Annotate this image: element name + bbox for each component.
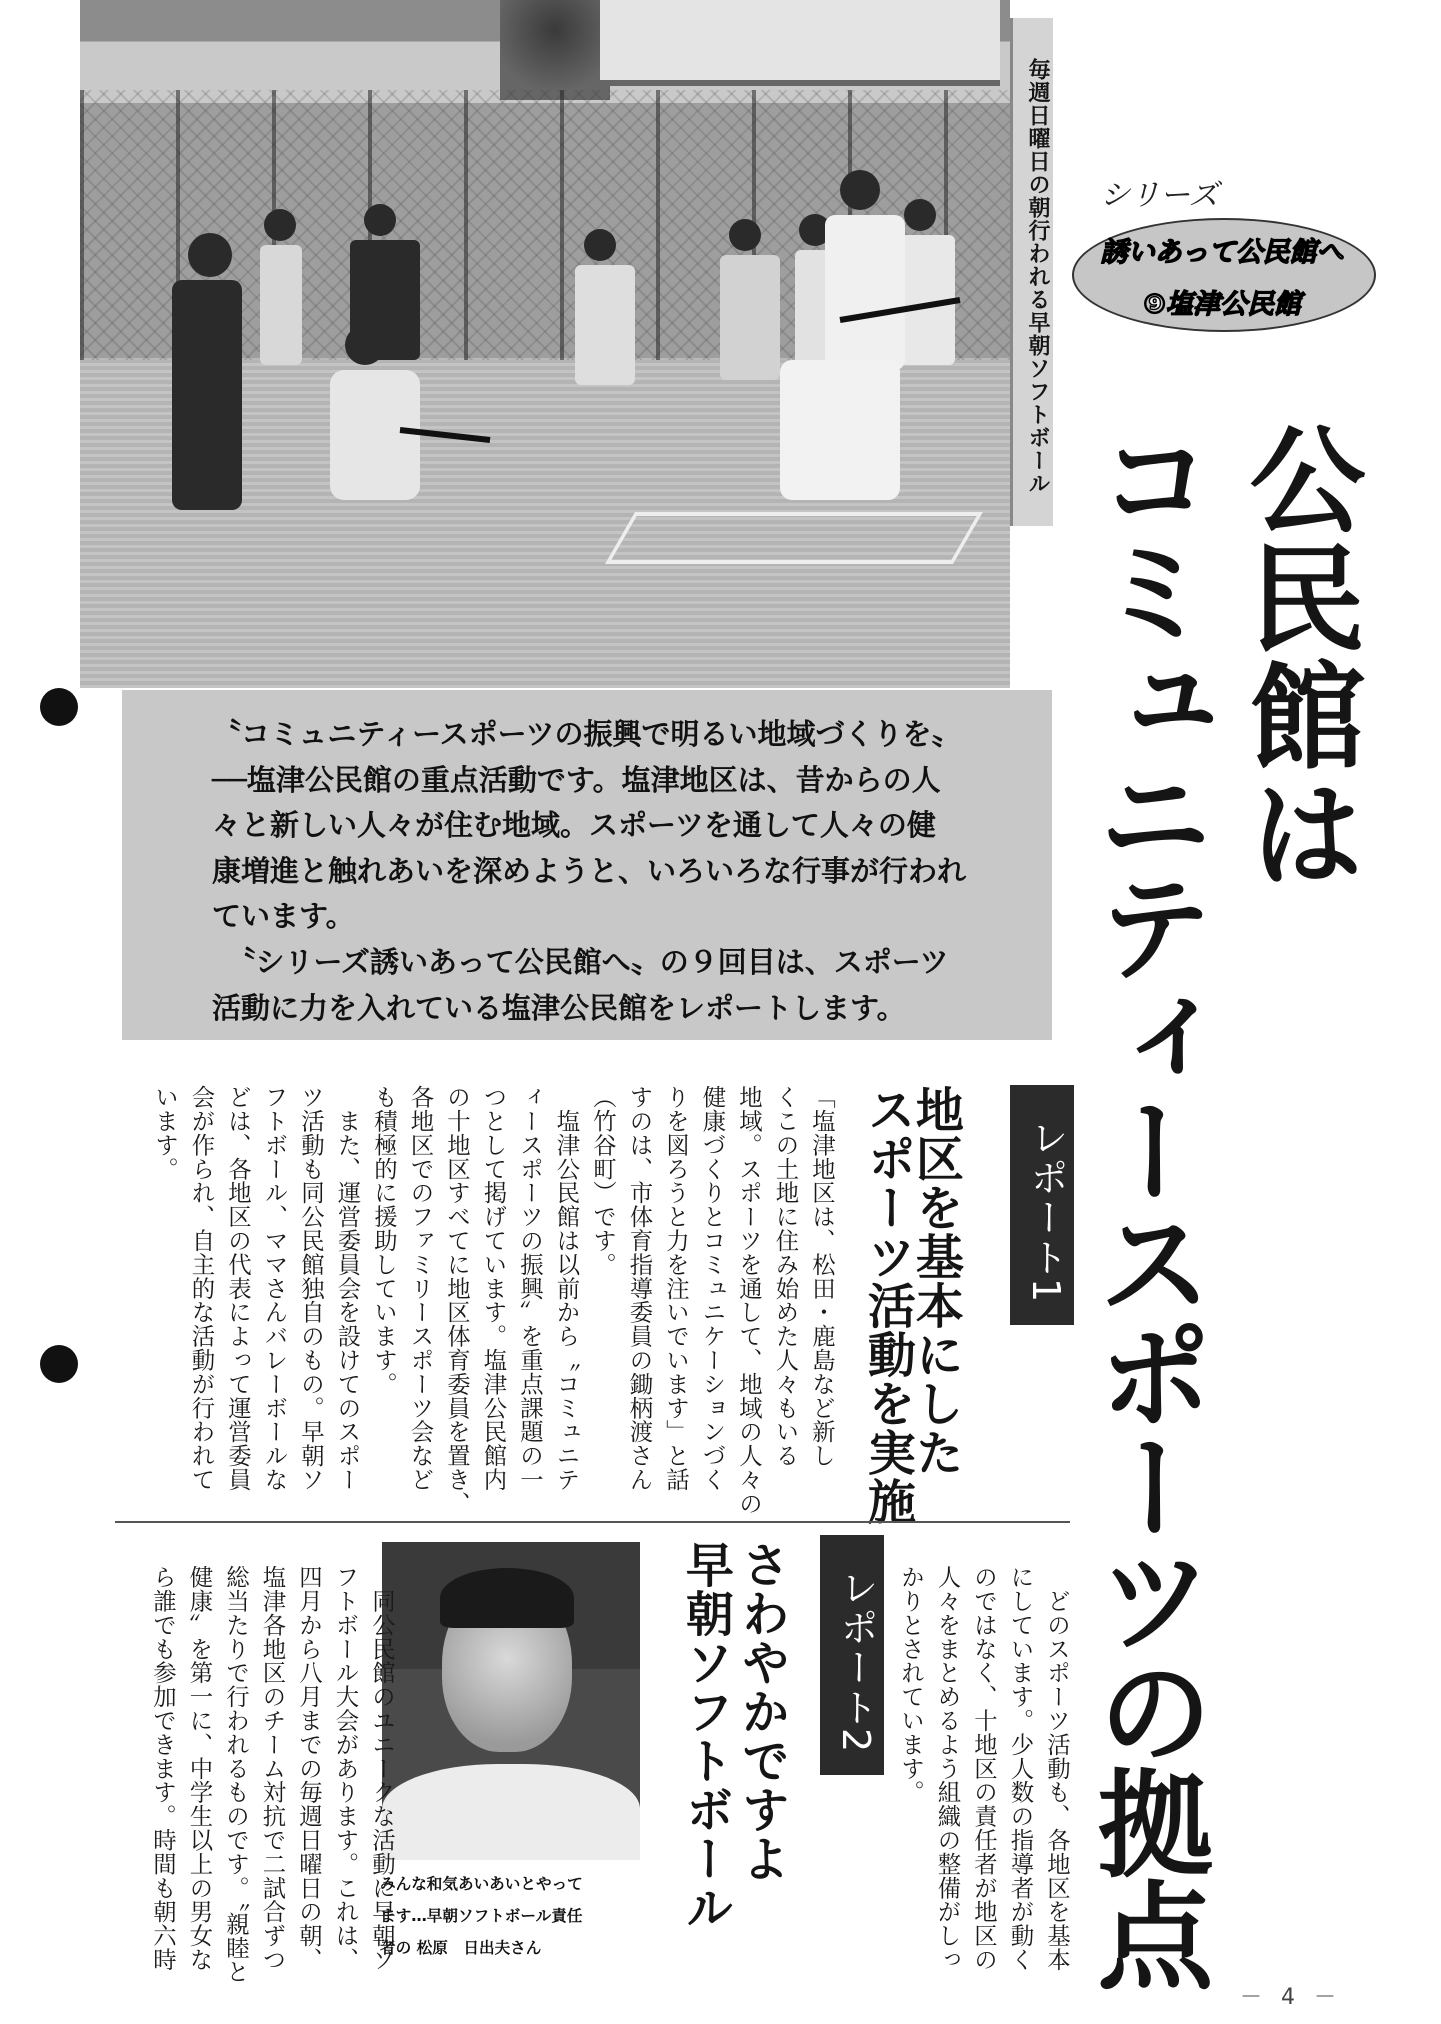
- intro-line: 活動に力を入れている塩津公民館をレポートします。: [212, 990, 906, 1025]
- report1-title-line2: スポーツ活動を実施: [859, 1085, 916, 1526]
- portrait-shirt: [382, 1764, 640, 1860]
- punch-hole-top: [40, 688, 78, 726]
- intro-line: 〝シリーズ誘いあって公民館へ〟の９回目は、スポーツ: [212, 944, 949, 979]
- punch-hole-bottom: [40, 1345, 78, 1383]
- series-label: シリーズ: [1100, 178, 1219, 213]
- headline-line1: 公民館は: [1230, 420, 1366, 892]
- photo-caption: 毎週日曜日の朝行われる早朝ソフトボール: [1010, 18, 1053, 526]
- series-title: 誘いあって公民館へ: [1100, 237, 1344, 268]
- portrait-photo: [382, 1542, 640, 1860]
- report1-title-line1: 地区を基本にした: [907, 1085, 964, 1477]
- report1-continuation: どのスポーツ活動も、各地区を基本 にしています。少人数の指導者が動く のではなく、十地区の責任者が地区の 人々をまとめるよう組織の整備がしっ かりとされています。: [897, 1565, 1071, 1972]
- report2-title-line2: 早朝ソフトボール: [677, 1540, 734, 1932]
- softball-photo: [80, 0, 1010, 688]
- photo-players: [80, 0, 1010, 688]
- page-number: － 4 －: [1240, 1985, 1342, 2010]
- headline-line2: コミュニティースポーツの拠点: [1078, 420, 1214, 1988]
- intro-line: 々と新しい人々が住む地域。スポーツを通して人々の健: [212, 808, 936, 843]
- report1-body: 「塩津地区は、松田・鹿島など新し くこの土地に住み始めた人々もいる 地域。スポーツを通して、地域の人々の 健康づくりとコミュニケーションづく りを図ろうと力を注いでいます」と話 すのは、市体育指導委員の鋤柄渡さん （竹谷町）です。 塩津公民館は以前から〝コミュニテ ィースポーツの振興〟を重点課題の一 つとして掲げています。塩津公民館内 の十地区すべてに地区体育委員を置き、 各地区でのファミリースポーツ会など も積極的に援助しています。 また、運営委員会を設けてのスポー ツ活動も同公民館独自のもの。早朝ソ フトボール、ママさんバレーボールな どは、各地区の代表によって運営委員 会が作られ、自主的な活動が行われて います。: [151, 1085, 836, 1516]
- portrait-caption: みんな和気あいあいとやって ます…早朝ソフトボール責任 者の 松原 日出夫さん: [380, 1875, 583, 1957]
- report2-title-line1: さわやかですよ: [733, 1540, 790, 1883]
- report2-body: 同公民館のユニークな活動に早朝ソ フトボール大会があります。これは、 四月から八月までの毎週日曜日の朝、 塩津各地区のチーム対抗で二試合ずつ 総当たりで行われるものです。〝親睦と 健康〟を第一に、中学生以上の男女な ら誰でも参加できます。時間も朝六時: [149, 1565, 396, 1984]
- intro-line: ています。: [212, 899, 355, 934]
- report1-label: レポート1: [1010, 1085, 1074, 1325]
- section-divider: [115, 1521, 1070, 1523]
- intro-line: 康増進と触れあいを深めようと、いろいろな行事が行われ: [212, 853, 967, 888]
- report2-label: レポート2: [820, 1535, 884, 1775]
- intro-line: ──塩津公民館の重点活動です。塩津地区は、昔からの人: [212, 762, 941, 797]
- intro-line: 〝コミュニティースポーツの振興で明るい地域づくりを〟: [212, 717, 961, 751]
- series-subtitle: ⑨塩津公民館: [1143, 289, 1301, 320]
- intro-box: [122, 690, 1052, 1040]
- portrait-hair: [440, 1568, 574, 1628]
